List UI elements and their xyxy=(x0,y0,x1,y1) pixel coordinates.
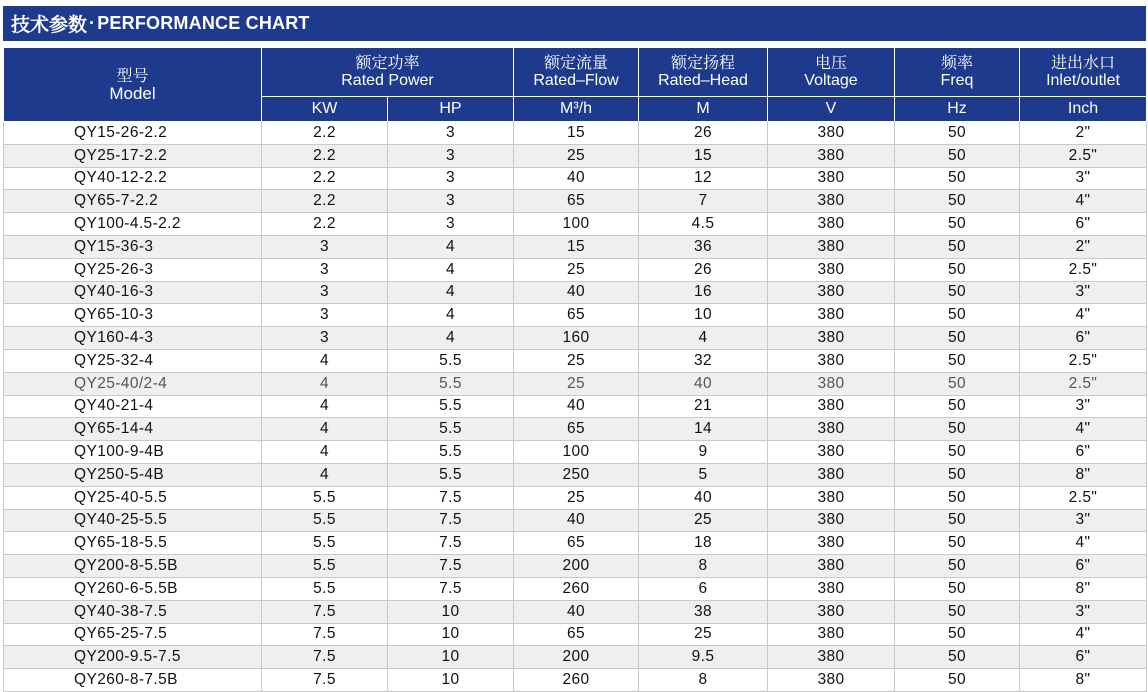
table-row xyxy=(4,167,1147,190)
cell-power-hp: 4 xyxy=(388,235,514,258)
header-freq xyxy=(895,48,1020,97)
cell-outlet: 2.5" xyxy=(1020,144,1147,167)
cell-head: 40 xyxy=(639,486,768,509)
cell-freq: 50 xyxy=(895,235,1020,258)
cell-model: QY65-18-5.5 xyxy=(4,532,262,555)
cell-outlet: 3" xyxy=(1020,509,1147,532)
cell-power-kw: 7.5 xyxy=(262,623,388,646)
cell-power-hp: 4 xyxy=(388,304,514,327)
cell-model: QY40-12-2.2 xyxy=(4,167,262,190)
cell-freq: 50 xyxy=(895,646,1020,669)
cell-flow: 100 xyxy=(514,441,639,464)
cell-power-hp: 3 xyxy=(388,167,514,190)
table-row xyxy=(4,304,1147,327)
cell-outlet: 3" xyxy=(1020,600,1147,623)
cell-head: 14 xyxy=(639,418,768,441)
cell-power-kw: 7.5 xyxy=(262,669,388,692)
table-row xyxy=(4,463,1147,486)
cell-power-kw: 2.2 xyxy=(262,190,388,213)
cell-power-kw: 2.2 xyxy=(262,167,388,190)
cell-power-hp: 5.5 xyxy=(388,395,514,418)
table-row xyxy=(4,144,1147,167)
cell-freq: 50 xyxy=(895,509,1020,532)
cell-voltage: 380 xyxy=(768,327,895,350)
cell-power-hp: 7.5 xyxy=(388,486,514,509)
table-row xyxy=(4,372,1147,395)
table-row xyxy=(4,532,1147,555)
cell-head: 7 xyxy=(639,190,768,213)
cell-model: QY260-8-7.5B xyxy=(4,669,262,692)
table-row xyxy=(4,395,1147,418)
header-head xyxy=(639,48,768,97)
cell-head: 8 xyxy=(639,669,768,692)
cell-voltage: 380 xyxy=(768,213,895,236)
cell-power-kw: 3 xyxy=(262,304,388,327)
header-voltage-cn: 电压 xyxy=(814,53,847,72)
cell-outlet: 6" xyxy=(1020,327,1147,350)
cell-voltage: 380 xyxy=(768,304,895,327)
cell-outlet: 2" xyxy=(1020,122,1147,145)
cell-flow: 25 xyxy=(514,258,639,281)
cell-power-kw: 7.5 xyxy=(262,600,388,623)
cell-head: 4 xyxy=(639,327,768,350)
cell-power-kw: 5.5 xyxy=(262,532,388,555)
cell-outlet: 6" xyxy=(1020,555,1147,578)
cell-voltage: 380 xyxy=(768,669,895,692)
cell-freq: 50 xyxy=(895,463,1020,486)
cell-power-hp: 3 xyxy=(388,144,514,167)
cell-head: 32 xyxy=(639,349,768,372)
cell-freq: 50 xyxy=(895,258,1020,281)
header-outlet-en: Inlet/outlet xyxy=(1046,72,1120,89)
cell-model: QY200-8-5.5B xyxy=(4,555,262,578)
cell-voltage: 380 xyxy=(768,235,895,258)
table-row xyxy=(4,235,1147,258)
table-row xyxy=(4,555,1147,578)
cell-freq: 50 xyxy=(895,304,1020,327)
cell-power-hp: 7.5 xyxy=(388,577,514,600)
cell-outlet: 8" xyxy=(1020,463,1147,486)
cell-voltage: 380 xyxy=(768,167,895,190)
cell-flow: 25 xyxy=(514,486,639,509)
cell-freq: 50 xyxy=(895,372,1020,395)
cell-head: 25 xyxy=(639,623,768,646)
cell-outlet: 6" xyxy=(1020,441,1147,464)
cell-head: 8 xyxy=(639,555,768,578)
cell-head: 12 xyxy=(639,167,768,190)
cell-model: QY65-10-3 xyxy=(4,304,262,327)
cell-freq: 50 xyxy=(895,167,1020,190)
cell-flow: 40 xyxy=(514,600,639,623)
cell-power-kw: 2.2 xyxy=(262,122,388,145)
cell-power-hp: 3 xyxy=(388,122,514,145)
cell-freq: 50 xyxy=(895,555,1020,578)
table-row xyxy=(4,122,1147,145)
header-flow-en: Rated–Flow xyxy=(533,72,619,89)
table-row xyxy=(4,669,1147,692)
cell-power-kw: 5.5 xyxy=(262,555,388,578)
unit-head: M xyxy=(639,97,768,122)
cell-model: QY40-16-3 xyxy=(4,281,262,304)
cell-flow: 40 xyxy=(514,281,639,304)
cell-power-kw: 4 xyxy=(262,395,388,418)
cell-model: QY25-26-3 xyxy=(4,258,262,281)
cell-power-hp: 5.5 xyxy=(388,349,514,372)
cell-power-kw: 4 xyxy=(262,441,388,464)
cell-model: QY40-38-7.5 xyxy=(4,600,262,623)
cell-power-kw: 2.2 xyxy=(262,213,388,236)
cell-freq: 50 xyxy=(895,441,1020,464)
unit-kw: KW xyxy=(262,97,388,122)
cell-flow: 100 xyxy=(514,213,639,236)
cell-flow: 200 xyxy=(514,646,639,669)
header-voltage xyxy=(768,48,895,97)
header-flow-cn: 额定流量 xyxy=(543,53,608,72)
header-voltage-en: Voltage xyxy=(804,72,858,89)
cell-model: QY25-32-4 xyxy=(4,349,262,372)
table-row xyxy=(4,600,1147,623)
header-freq-cn: 频率 xyxy=(940,53,973,72)
cell-power-kw: 4 xyxy=(262,349,388,372)
cell-power-kw: 5.5 xyxy=(262,486,388,509)
header-model xyxy=(4,48,262,122)
unit-outlet: Inch xyxy=(1020,97,1147,122)
cell-head: 5 xyxy=(639,463,768,486)
header-head-cn: 额定扬程 xyxy=(670,53,735,72)
cell-voltage: 380 xyxy=(768,486,895,509)
cell-flow: 200 xyxy=(514,555,639,578)
cell-outlet: 4" xyxy=(1020,532,1147,555)
cell-outlet: 8" xyxy=(1020,669,1147,692)
table-body xyxy=(4,122,1147,692)
cell-head: 26 xyxy=(639,258,768,281)
unit-freq: Hz xyxy=(895,97,1020,122)
cell-power-hp: 7.5 xyxy=(388,509,514,532)
header-power-cn: 额定功率 xyxy=(355,53,420,72)
table-row xyxy=(4,486,1147,509)
cell-power-hp: 5.5 xyxy=(388,463,514,486)
cell-head: 25 xyxy=(639,509,768,532)
cell-outlet: 4" xyxy=(1020,190,1147,213)
header-power xyxy=(262,48,514,97)
cell-model: QY100-9-4B xyxy=(4,441,262,464)
cell-head: 36 xyxy=(639,235,768,258)
table-row xyxy=(4,509,1147,532)
cell-freq: 50 xyxy=(895,532,1020,555)
table-row xyxy=(4,190,1147,213)
cell-outlet: 4" xyxy=(1020,418,1147,441)
cell-voltage: 380 xyxy=(768,463,895,486)
table-row xyxy=(4,646,1147,669)
cell-flow: 65 xyxy=(514,304,639,327)
cell-voltage: 380 xyxy=(768,532,895,555)
cell-model: QY40-21-4 xyxy=(4,395,262,418)
cell-head: 15 xyxy=(639,144,768,167)
cell-voltage: 380 xyxy=(768,646,895,669)
cell-outlet: 8" xyxy=(1020,577,1147,600)
cell-outlet: 2.5" xyxy=(1020,258,1147,281)
cell-outlet: 6" xyxy=(1020,213,1147,236)
cell-power-kw: 3 xyxy=(262,327,388,350)
header-flow xyxy=(514,48,639,97)
cell-flow: 15 xyxy=(514,235,639,258)
title-cn: 技术参数 xyxy=(11,14,88,36)
cell-freq: 50 xyxy=(895,623,1020,646)
header-head-en: Rated–Head xyxy=(658,72,748,89)
cell-model: QY15-26-2.2 xyxy=(4,122,262,145)
cell-power-kw: 2.2 xyxy=(262,144,388,167)
unit-hp: HP xyxy=(388,97,514,122)
cell-flow: 250 xyxy=(514,463,639,486)
cell-voltage: 380 xyxy=(768,623,895,646)
cell-voltage: 380 xyxy=(768,441,895,464)
cell-outlet: 2.5" xyxy=(1020,486,1147,509)
cell-freq: 50 xyxy=(895,486,1020,509)
cell-voltage: 380 xyxy=(768,577,895,600)
cell-power-kw: 3 xyxy=(262,235,388,258)
table-row xyxy=(4,623,1147,646)
table-row xyxy=(4,213,1147,236)
cell-power-kw: 7.5 xyxy=(262,646,388,669)
cell-head: 26 xyxy=(639,122,768,145)
cell-model: QY25-40-5.5 xyxy=(4,486,262,509)
cell-flow: 25 xyxy=(514,372,639,395)
cell-flow: 65 xyxy=(514,532,639,555)
performance-table xyxy=(3,47,1147,692)
cell-voltage: 380 xyxy=(768,600,895,623)
cell-voltage: 380 xyxy=(768,418,895,441)
cell-voltage: 380 xyxy=(768,281,895,304)
header-freq-en: Freq xyxy=(940,72,974,89)
cell-power-hp: 3 xyxy=(388,190,514,213)
cell-power-kw: 4 xyxy=(262,418,388,441)
cell-model: QY15-36-3 xyxy=(4,235,262,258)
cell-outlet: 6" xyxy=(1020,646,1147,669)
cell-power-hp: 4 xyxy=(388,258,514,281)
unit-voltage: V xyxy=(768,97,895,122)
cell-voltage: 380 xyxy=(768,190,895,213)
table-row xyxy=(4,327,1147,350)
cell-power-hp: 7.5 xyxy=(388,532,514,555)
title-bar xyxy=(3,6,1146,41)
cell-model: QY160-4-3 xyxy=(4,327,262,350)
cell-freq: 50 xyxy=(895,281,1020,304)
table-row xyxy=(4,349,1147,372)
cell-power-kw: 5.5 xyxy=(262,509,388,532)
cell-outlet: 2" xyxy=(1020,235,1147,258)
cell-outlet: 4" xyxy=(1020,623,1147,646)
cell-power-hp: 10 xyxy=(388,600,514,623)
title-en: PERFORMANCE CHART xyxy=(97,13,310,33)
cell-flow: 40 xyxy=(514,395,639,418)
cell-freq: 50 xyxy=(895,395,1020,418)
cell-freq: 50 xyxy=(895,418,1020,441)
cell-head: 16 xyxy=(639,281,768,304)
cell-outlet: 2.5" xyxy=(1020,349,1147,372)
table-row xyxy=(4,577,1147,600)
cell-flow: 65 xyxy=(514,623,639,646)
cell-head: 4.5 xyxy=(639,213,768,236)
cell-power-hp: 3 xyxy=(388,213,514,236)
cell-model: QY260-6-5.5B xyxy=(4,577,262,600)
cell-power-hp: 5.5 xyxy=(388,372,514,395)
cell-power-kw: 4 xyxy=(262,463,388,486)
cell-freq: 50 xyxy=(895,349,1020,372)
cell-outlet: 4" xyxy=(1020,304,1147,327)
cell-model: QY40-25-5.5 xyxy=(4,509,262,532)
cell-head: 9 xyxy=(639,441,768,464)
cell-flow: 260 xyxy=(514,669,639,692)
cell-head: 10 xyxy=(639,304,768,327)
table-row xyxy=(4,258,1147,281)
cell-outlet: 3" xyxy=(1020,167,1147,190)
cell-power-kw: 3 xyxy=(262,281,388,304)
cell-flow: 65 xyxy=(514,418,639,441)
cell-flow: 40 xyxy=(514,167,639,190)
cell-flow: 40 xyxy=(514,509,639,532)
header-outlet xyxy=(1020,48,1147,97)
cell-power-kw: 4 xyxy=(262,372,388,395)
cell-model: QY250-5-4B xyxy=(4,463,262,486)
cell-power-kw: 3 xyxy=(262,258,388,281)
cell-flow: 15 xyxy=(514,122,639,145)
cell-freq: 50 xyxy=(895,190,1020,213)
unit-flow: M³/h xyxy=(514,97,639,122)
title-separator: · xyxy=(89,13,96,33)
cell-power-hp: 5.5 xyxy=(388,441,514,464)
cell-power-kw: 5.5 xyxy=(262,577,388,600)
cell-freq: 50 xyxy=(895,122,1020,145)
cell-flow: 25 xyxy=(514,144,639,167)
table-header xyxy=(4,48,1147,122)
table-row xyxy=(4,418,1147,441)
cell-freq: 50 xyxy=(895,144,1020,167)
cell-flow: 65 xyxy=(514,190,639,213)
cell-voltage: 380 xyxy=(768,258,895,281)
cell-outlet: 3" xyxy=(1020,281,1147,304)
cell-model: QY65-14-4 xyxy=(4,418,262,441)
cell-model: QY65-25-7.5 xyxy=(4,623,262,646)
cell-model: QY25-17-2.2 xyxy=(4,144,262,167)
cell-model: QY65-7-2.2 xyxy=(4,190,262,213)
cell-power-hp: 4 xyxy=(388,327,514,350)
cell-voltage: 380 xyxy=(768,395,895,418)
cell-power-hp: 7.5 xyxy=(388,555,514,578)
cell-freq: 50 xyxy=(895,669,1020,692)
cell-freq: 50 xyxy=(895,600,1020,623)
cell-flow: 260 xyxy=(514,577,639,600)
cell-head: 9.5 xyxy=(639,646,768,669)
cell-freq: 50 xyxy=(895,327,1020,350)
cell-head: 6 xyxy=(639,577,768,600)
cell-freq: 50 xyxy=(895,577,1020,600)
cell-model: QY200-9.5-7.5 xyxy=(4,646,262,669)
header-model-cn: 型号 xyxy=(116,65,149,85)
header-model-en: Model xyxy=(109,83,156,103)
cell-head: 40 xyxy=(639,372,768,395)
cell-voltage: 380 xyxy=(768,372,895,395)
cell-head: 21 xyxy=(639,395,768,418)
cell-model: QY25-40/2-4 xyxy=(4,372,262,395)
cell-flow: 25 xyxy=(514,349,639,372)
cell-voltage: 380 xyxy=(768,144,895,167)
cell-head: 38 xyxy=(639,600,768,623)
cell-model: QY100-4.5-2.2 xyxy=(4,213,262,236)
cell-flow: 160 xyxy=(514,327,639,350)
cell-power-hp: 10 xyxy=(388,669,514,692)
table-row xyxy=(4,441,1147,464)
cell-voltage: 380 xyxy=(768,122,895,145)
cell-power-hp: 4 xyxy=(388,281,514,304)
cell-head: 18 xyxy=(639,532,768,555)
cell-outlet: 3" xyxy=(1020,395,1147,418)
table-row xyxy=(4,281,1147,304)
cell-voltage: 380 xyxy=(768,349,895,372)
cell-outlet: 2.5" xyxy=(1020,372,1147,395)
cell-voltage: 380 xyxy=(768,509,895,532)
cell-power-hp: 5.5 xyxy=(388,418,514,441)
cell-power-hp: 10 xyxy=(388,646,514,669)
cell-power-hp: 10 xyxy=(388,623,514,646)
header-power-en: Rated Power xyxy=(341,72,434,89)
cell-voltage: 380 xyxy=(768,555,895,578)
cell-freq: 50 xyxy=(895,213,1020,236)
header-outlet-cn: 进出水口 xyxy=(1050,53,1115,72)
